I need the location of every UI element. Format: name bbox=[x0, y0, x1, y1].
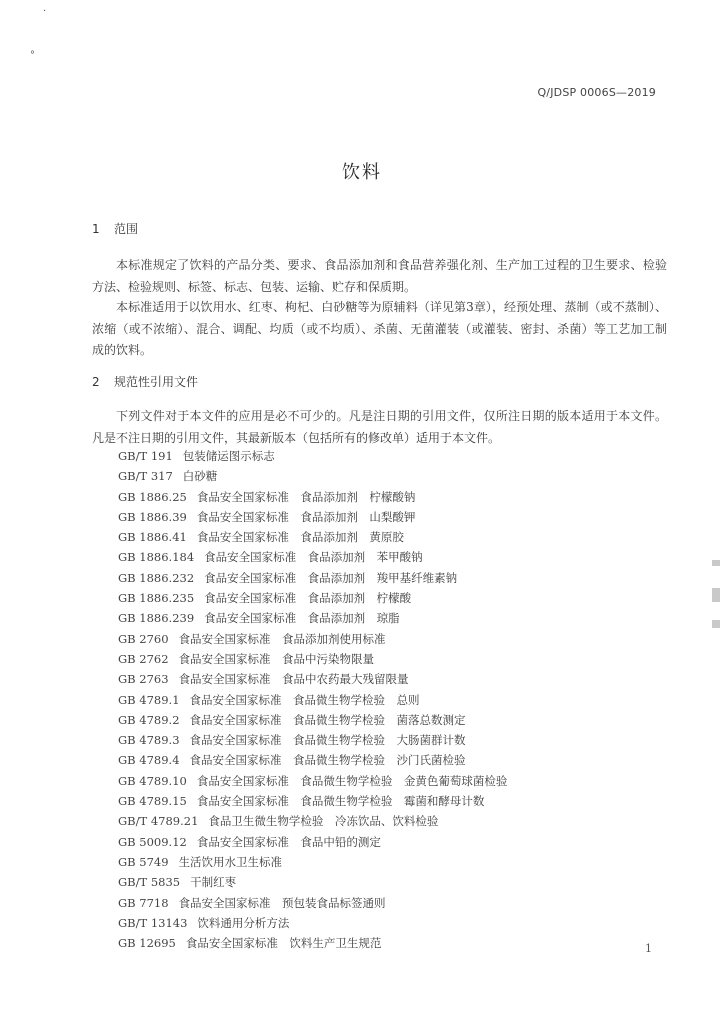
reference-item bbox=[118, 527, 507, 547]
reference-title: 食品安全国家标准 食品微生物学检验 沙门氏菌检验 bbox=[189, 753, 466, 768]
reference-code: GB 1886.235 bbox=[118, 591, 195, 606]
reference-title: 食品安全国家标准 食品添加剂 柠檬酸钠 bbox=[196, 489, 416, 504]
page-number: 1 bbox=[645, 942, 652, 955]
reference-code: GB 4789.3 bbox=[118, 733, 180, 748]
reference-code: GB 1886.232 bbox=[118, 570, 195, 585]
scan-edge-mark bbox=[712, 620, 720, 628]
reference-title: 食品安全国家标准 食品添加剂 苯甲酸钠 bbox=[204, 550, 423, 565]
reference-item bbox=[118, 913, 507, 933]
page-title: 饮料 bbox=[342, 162, 382, 183]
reference-title: 食品安全国家标准 食品微生物学检验 霉菌和酵母计数 bbox=[196, 794, 485, 809]
scope-paragraph-1: 本标准规定了饮料的产品分类、要求、食品添加剂和食品营养强化剂、生产加工过程的卫生要求、检验方法、检验规则、标签、标志、包装、运输、贮存和保质期。 bbox=[92, 258, 667, 294]
reference-item bbox=[118, 750, 507, 770]
reference-title: 食品安全国家标准 预包装食品标签通则 bbox=[178, 895, 386, 910]
reference-item bbox=[118, 608, 507, 628]
reference-item bbox=[118, 730, 507, 750]
reference-code: GB 5009.12 bbox=[118, 834, 187, 849]
reference-title: 食品安全国家标准 食品中污染物限量 bbox=[178, 651, 375, 666]
reference-item bbox=[118, 588, 507, 608]
reference-code: GB/T 5835 bbox=[118, 875, 181, 890]
reference-title: 食品安全国家标准 食品添加剂使用标准 bbox=[178, 631, 386, 646]
reference-title: 食品安全国家标准 食品添加剂 羧甲基纤维素钠 bbox=[204, 570, 458, 585]
reference-item bbox=[118, 466, 507, 486]
reference-title: 食品安全国家标准 食品微生物学检验 金黄色葡萄球菌检验 bbox=[196, 773, 508, 788]
reference-title: 食品安全国家标准 食品微生物学检验 大肠菌群计数 bbox=[189, 733, 466, 748]
reference-code: GB 1886.184 bbox=[118, 550, 195, 565]
reference-code: GB 1886.39 bbox=[118, 509, 187, 524]
reference-code: GB/T 317 bbox=[118, 469, 173, 484]
reference-code: GB 5749 bbox=[118, 854, 169, 869]
section-number: 2 bbox=[92, 375, 100, 389]
reference-code: GB 7718 bbox=[118, 895, 169, 910]
reference-code: GB 4789.2 bbox=[118, 712, 180, 727]
references-intro-paragraph: 下列文件对于本文件的应用是必不可少的。凡是注日期的引用文件，仅所注日期的版本适用于本文件。凡是不注日期的引用文件，其最新版本（包括所有的修改单）适用于本文件。 bbox=[92, 409, 667, 445]
reference-item bbox=[118, 771, 507, 791]
reference-code: GB 4789.1 bbox=[118, 692, 180, 707]
reference-code: GB 2763 bbox=[118, 672, 169, 687]
reference-title: 食品安全国家标准 食品添加剂 柠檬酸 bbox=[204, 591, 412, 606]
reference-code: GB 2762 bbox=[118, 651, 169, 666]
reference-item bbox=[118, 629, 507, 649]
reference-title: 食品安全国家标准 食品添加剂 黄原胶 bbox=[196, 530, 404, 545]
reference-item bbox=[118, 649, 507, 669]
reference-item bbox=[118, 710, 507, 730]
reference-item bbox=[118, 690, 507, 710]
reference-list bbox=[118, 446, 507, 953]
reference-code: GB 4789.4 bbox=[118, 753, 180, 768]
scan-edge-mark bbox=[712, 560, 720, 566]
reference-item bbox=[118, 933, 507, 953]
reference-title: 包装储运图示标志 bbox=[182, 449, 275, 463]
scan-edge-mark bbox=[712, 588, 720, 602]
reference-code: GB/T 4789.21 bbox=[118, 814, 199, 829]
reference-title: 干制红枣 bbox=[190, 875, 237, 890]
reference-title: 食品安全国家标准 食品中农药最大残留限量 bbox=[178, 672, 409, 687]
reference-code: GB/T 13143 bbox=[118, 915, 188, 930]
reference-item bbox=[118, 669, 507, 689]
reference-code: GB 1886.239 bbox=[118, 611, 195, 626]
reference-item bbox=[118, 547, 507, 567]
reference-title: 食品安全国家标准 食品添加剂 山梨酸钾 bbox=[196, 509, 416, 524]
reference-item bbox=[118, 446, 507, 466]
reference-item bbox=[118, 507, 507, 527]
reference-item bbox=[118, 872, 507, 892]
reference-item bbox=[118, 487, 507, 507]
reference-item bbox=[118, 791, 507, 811]
reference-code: GB 2760 bbox=[118, 631, 169, 646]
reference-title: 白砂糖 bbox=[182, 469, 218, 484]
reference-code: GB 1886.25 bbox=[118, 489, 187, 504]
reference-title: 饮料通用分析方法 bbox=[197, 915, 290, 930]
section-heading-normative-references bbox=[92, 373, 198, 390]
reference-title: 食品安全国家标准 食品微生物学检验 总则 bbox=[189, 692, 420, 707]
scan-dot: ° bbox=[30, 50, 35, 61]
reference-item bbox=[118, 568, 507, 588]
reference-title: 食品安全国家标准 饮料生产卫生规范 bbox=[185, 936, 382, 951]
reference-title: 食品安全国家标准 食品中铅的测定 bbox=[196, 834, 381, 849]
reference-title: 生活饮用水卫生标准 bbox=[178, 854, 283, 869]
reference-item bbox=[118, 811, 507, 831]
reference-code: GB 4789.15 bbox=[118, 794, 187, 809]
section-heading-scope bbox=[92, 220, 138, 237]
reference-code: GB 12695 bbox=[118, 936, 176, 951]
section-number: 1 bbox=[92, 222, 100, 236]
reference-title: 食品安全国家标准 食品添加剂 琼脂 bbox=[204, 611, 400, 626]
reference-item bbox=[118, 832, 507, 852]
reference-item bbox=[118, 893, 507, 913]
reference-title: 食品安全国家标准 食品微生物学检验 菌落总数测定 bbox=[189, 712, 466, 727]
reference-code: GB 4789.10 bbox=[118, 773, 187, 788]
section-title: 范围 bbox=[114, 222, 139, 236]
scope-paragraph-2: 本标准适用于以饮用水、红枣、枸杞、白砂糖等为原辅料（详见第3章），经预处理、蒸制（或不蒸制）、浓缩（或不浓缩）、混合、调配、均质（或不均质）、杀菌、无菌灌装（或灌装、密封、杀菌）等工艺加工制成的饮料。 bbox=[92, 300, 667, 357]
section-title: 规范性引用文件 bbox=[114, 375, 199, 389]
reference-title: 食品卫生微生物学检验 冷冻饮品、饮料检验 bbox=[208, 814, 439, 829]
reference-code: GB 1886.41 bbox=[118, 530, 187, 545]
reference-code: GB/T 191 bbox=[118, 449, 173, 463]
document-code: Q/JDSP 0006S—2019 bbox=[537, 86, 656, 99]
reference-item bbox=[118, 852, 507, 872]
scan-dot: · bbox=[43, 6, 47, 17]
